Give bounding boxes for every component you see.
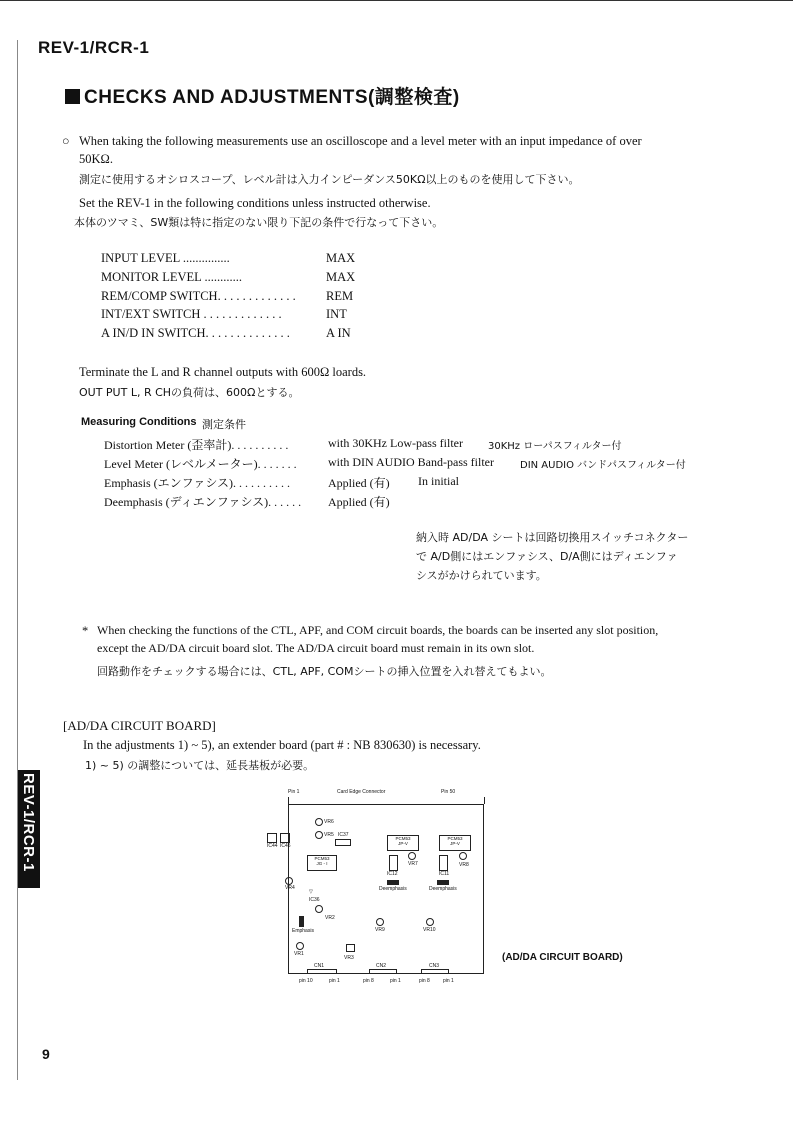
setting-label: INT/EXT SWITCH . . . . . . . . . . . . .	[101, 307, 282, 321]
check-note-jp: 回路動作をチェックする場合には、CTL, APF, COMシートの挿入位置を入れ替えてもよい。	[97, 665, 552, 678]
setting-row	[101, 326, 361, 340]
ic12-chip	[389, 855, 398, 871]
vr7-label: VR7	[408, 861, 418, 867]
ic36-triangle-icon: ▽	[309, 889, 313, 895]
vr6-label: VR6	[324, 819, 334, 825]
setting-row	[101, 289, 361, 303]
deemph-switch-1	[387, 880, 399, 885]
vr10-label: VR10	[423, 927, 436, 933]
measuring-heading: Measuring Conditions	[81, 416, 197, 428]
vr8-label: VR8	[459, 862, 469, 868]
vr4-label: VR4	[285, 885, 295, 891]
measuring-note-jp: で A/D側にはエンファシス、D/A側にはディエンファ	[416, 550, 678, 563]
adda-board-diagram	[267, 804, 484, 974]
check-note-line-2: except the AD/DA circuit board slot. The AD/DA circuit board must remain in its own slot.	[97, 641, 535, 655]
vr9-label: VR9	[375, 927, 385, 933]
setting-value: MAX	[326, 251, 356, 265]
pin-label: pin 1	[390, 978, 401, 984]
vr3-label: VR3	[344, 955, 354, 961]
pin50-label: Pin 50	[441, 789, 456, 795]
ic45-label: IC45	[280, 843, 291, 849]
pin-label: pin 10	[299, 978, 313, 984]
page-number: 9	[42, 1046, 50, 1062]
diagram-caption: (AD/DA CIRCUIT BOARD)	[502, 952, 623, 963]
ic44-chip	[267, 833, 277, 843]
section-title-text: CHECKS AND ADJUSTMENTS(調整検査)	[84, 87, 460, 108]
vr1-icon	[296, 942, 304, 950]
measure-label: Distortion Meter (歪率計). . . . . . . . . .	[104, 438, 289, 452]
pin-label: pin 1	[329, 978, 340, 984]
section-title	[65, 82, 460, 109]
intro-jp-1: 測定に使用するオシロスコープ、レベル計は入力インピーダンス50KΩ以上のものを使用して下さい。	[79, 173, 580, 186]
vr3-icon	[346, 944, 355, 952]
terminate-text: Terminate the L and R channel outputs with 600Ω loards.	[79, 365, 367, 379]
pcm53-c	[307, 855, 337, 871]
emphasis-label: Emphasis	[292, 928, 314, 934]
measure-note: DIN AUDIO バンドパスフィルター付	[520, 460, 686, 471]
vr8-icon	[459, 852, 467, 860]
vr10-icon	[426, 918, 434, 926]
ic36-label: IC36	[309, 897, 320, 903]
jpv-a-label: JP-V	[398, 841, 408, 846]
measure-value: with 30KHz Low-pass filter	[328, 436, 463, 450]
setting-label: A IN/D IN SWITCH. . . . . . . . . . . . . .	[101, 326, 290, 340]
setting-label: INPUT LEVEL ...............	[101, 251, 230, 265]
measuring-note-jp: 納入時 AD/DA シートは回路切換用スイッチコネクター	[416, 531, 689, 544]
cn2-label: CN2	[376, 963, 387, 969]
measure-note: 30KHz ローパスフィルター付	[488, 441, 622, 452]
vr2-icon	[315, 905, 323, 913]
square-bullet-icon	[65, 89, 80, 104]
setting-value: A IN	[326, 326, 351, 340]
deemphasis-label-1: Deemphasis	[379, 886, 407, 892]
ic11-label: IC11	[439, 871, 450, 877]
ic45-chip	[280, 833, 290, 843]
deemph-switch-2	[437, 880, 449, 885]
vr5-icon	[315, 831, 323, 839]
ic44-label: IC44	[267, 843, 278, 849]
setting-value: INT	[326, 307, 347, 321]
measure-note: In initial	[418, 474, 459, 488]
adda-heading: [AD/DA CIRCUIT BOARD]	[63, 718, 216, 733]
edge-connector	[288, 797, 485, 804]
pcm53-a-label: PCM53	[395, 836, 411, 841]
cn3-connector	[421, 969, 449, 974]
measuring-note-jp: シスがかけられています。	[416, 569, 547, 582]
setting-label: MONITOR LEVEL ............	[101, 270, 242, 284]
jg-label: JG - I	[316, 861, 328, 866]
setting-row	[101, 270, 361, 284]
ic37-label: IC37	[338, 832, 349, 838]
measuring-heading-jp: 測定条件	[202, 418, 246, 431]
measure-label: Emphasis (エンファシス). . . . . . . . . .	[104, 476, 291, 490]
setting-row	[101, 307, 361, 321]
setting-label: REM/COMP SWITCH. . . . . . . . . . . . .	[101, 289, 296, 303]
cn1-connector	[307, 969, 337, 974]
measure-value: Applied (有)	[328, 495, 390, 509]
measure-value: with DIN AUDIO Band-pass filter	[328, 455, 494, 469]
ic12-label: IC12	[387, 871, 398, 877]
measure-label: Deemphasis (ディエンファシス). . . . . .	[104, 495, 302, 509]
cn1-label: CN1	[314, 963, 325, 969]
intro-line-2: 50KΩ.	[79, 152, 113, 166]
setting-value: MAX	[326, 270, 356, 284]
pin-label: pin 1	[443, 978, 454, 984]
intro-bullet: ○	[62, 134, 70, 148]
measure-value: Applied (有)	[328, 476, 390, 490]
check-note-line-1: When checking the functions of the CTL, APF, and COM circuit boards, the boards can be inserted any slot position,	[97, 623, 659, 637]
ic37-chip	[335, 839, 351, 846]
vr7-icon	[408, 852, 416, 860]
pcm53-c-label: PCM53	[314, 856, 330, 861]
vr9-icon	[376, 918, 384, 926]
pin1-label: Pin 1	[288, 789, 300, 795]
pin-label: pin 8	[419, 978, 430, 984]
intro-line-1: When taking the following measurements use an oscilloscope and a level meter with an input impedance of over	[79, 134, 642, 148]
measure-label: Level Meter (レベルメーター). . . . . . .	[104, 457, 297, 471]
vr5-label: VR5	[324, 832, 334, 838]
ic11-chip	[439, 855, 448, 871]
cn2-connector	[369, 969, 397, 974]
adda-line-1: In the adjustments 1) ~ 5), an extender board (part # : NB 830630) is necessary.	[83, 738, 481, 752]
cn3-label: CN3	[429, 963, 440, 969]
edge-connector-label: Card Edge Connector	[337, 789, 386, 795]
top-rule	[0, 0, 793, 1]
pcm53-b-label: PCM53	[447, 836, 463, 841]
vr4-icon	[285, 877, 293, 885]
model-header: REV-1/RCR-1	[38, 38, 150, 57]
vr2-label: VR2	[325, 915, 335, 921]
side-tab-label: REV-1/RCR-1	[20, 773, 37, 872]
intro-line-3: Set the REV-1 in the following conditions unless instructed otherwise.	[79, 196, 431, 210]
pcm53-a	[387, 835, 419, 851]
emphasis-switch	[299, 916, 304, 927]
check-note-bullet: *	[82, 624, 89, 638]
side-tab	[18, 770, 40, 888]
vr6-icon	[315, 818, 323, 826]
vr1-label: VR1	[294, 951, 304, 957]
setting-row	[101, 251, 361, 265]
adda-jp: 1) ~ 5) の調整については、延長基板が必要。	[85, 759, 315, 772]
terminate-jp: OUT PUT L, R CHの負荷は、600Ωとする。	[79, 386, 300, 399]
setting-value: REM	[326, 289, 354, 303]
intro-jp-2: 本体のツマミ、SW類は特に指定のない限り下記の条件で行なって下さい。	[74, 216, 444, 229]
left-rule	[17, 40, 18, 1080]
deemphasis-label-2: Deemphasis	[429, 886, 457, 892]
pcm53-b	[439, 835, 471, 851]
jpv-b-label: JP-V	[450, 841, 460, 846]
pin-label: pin 8	[363, 978, 374, 984]
